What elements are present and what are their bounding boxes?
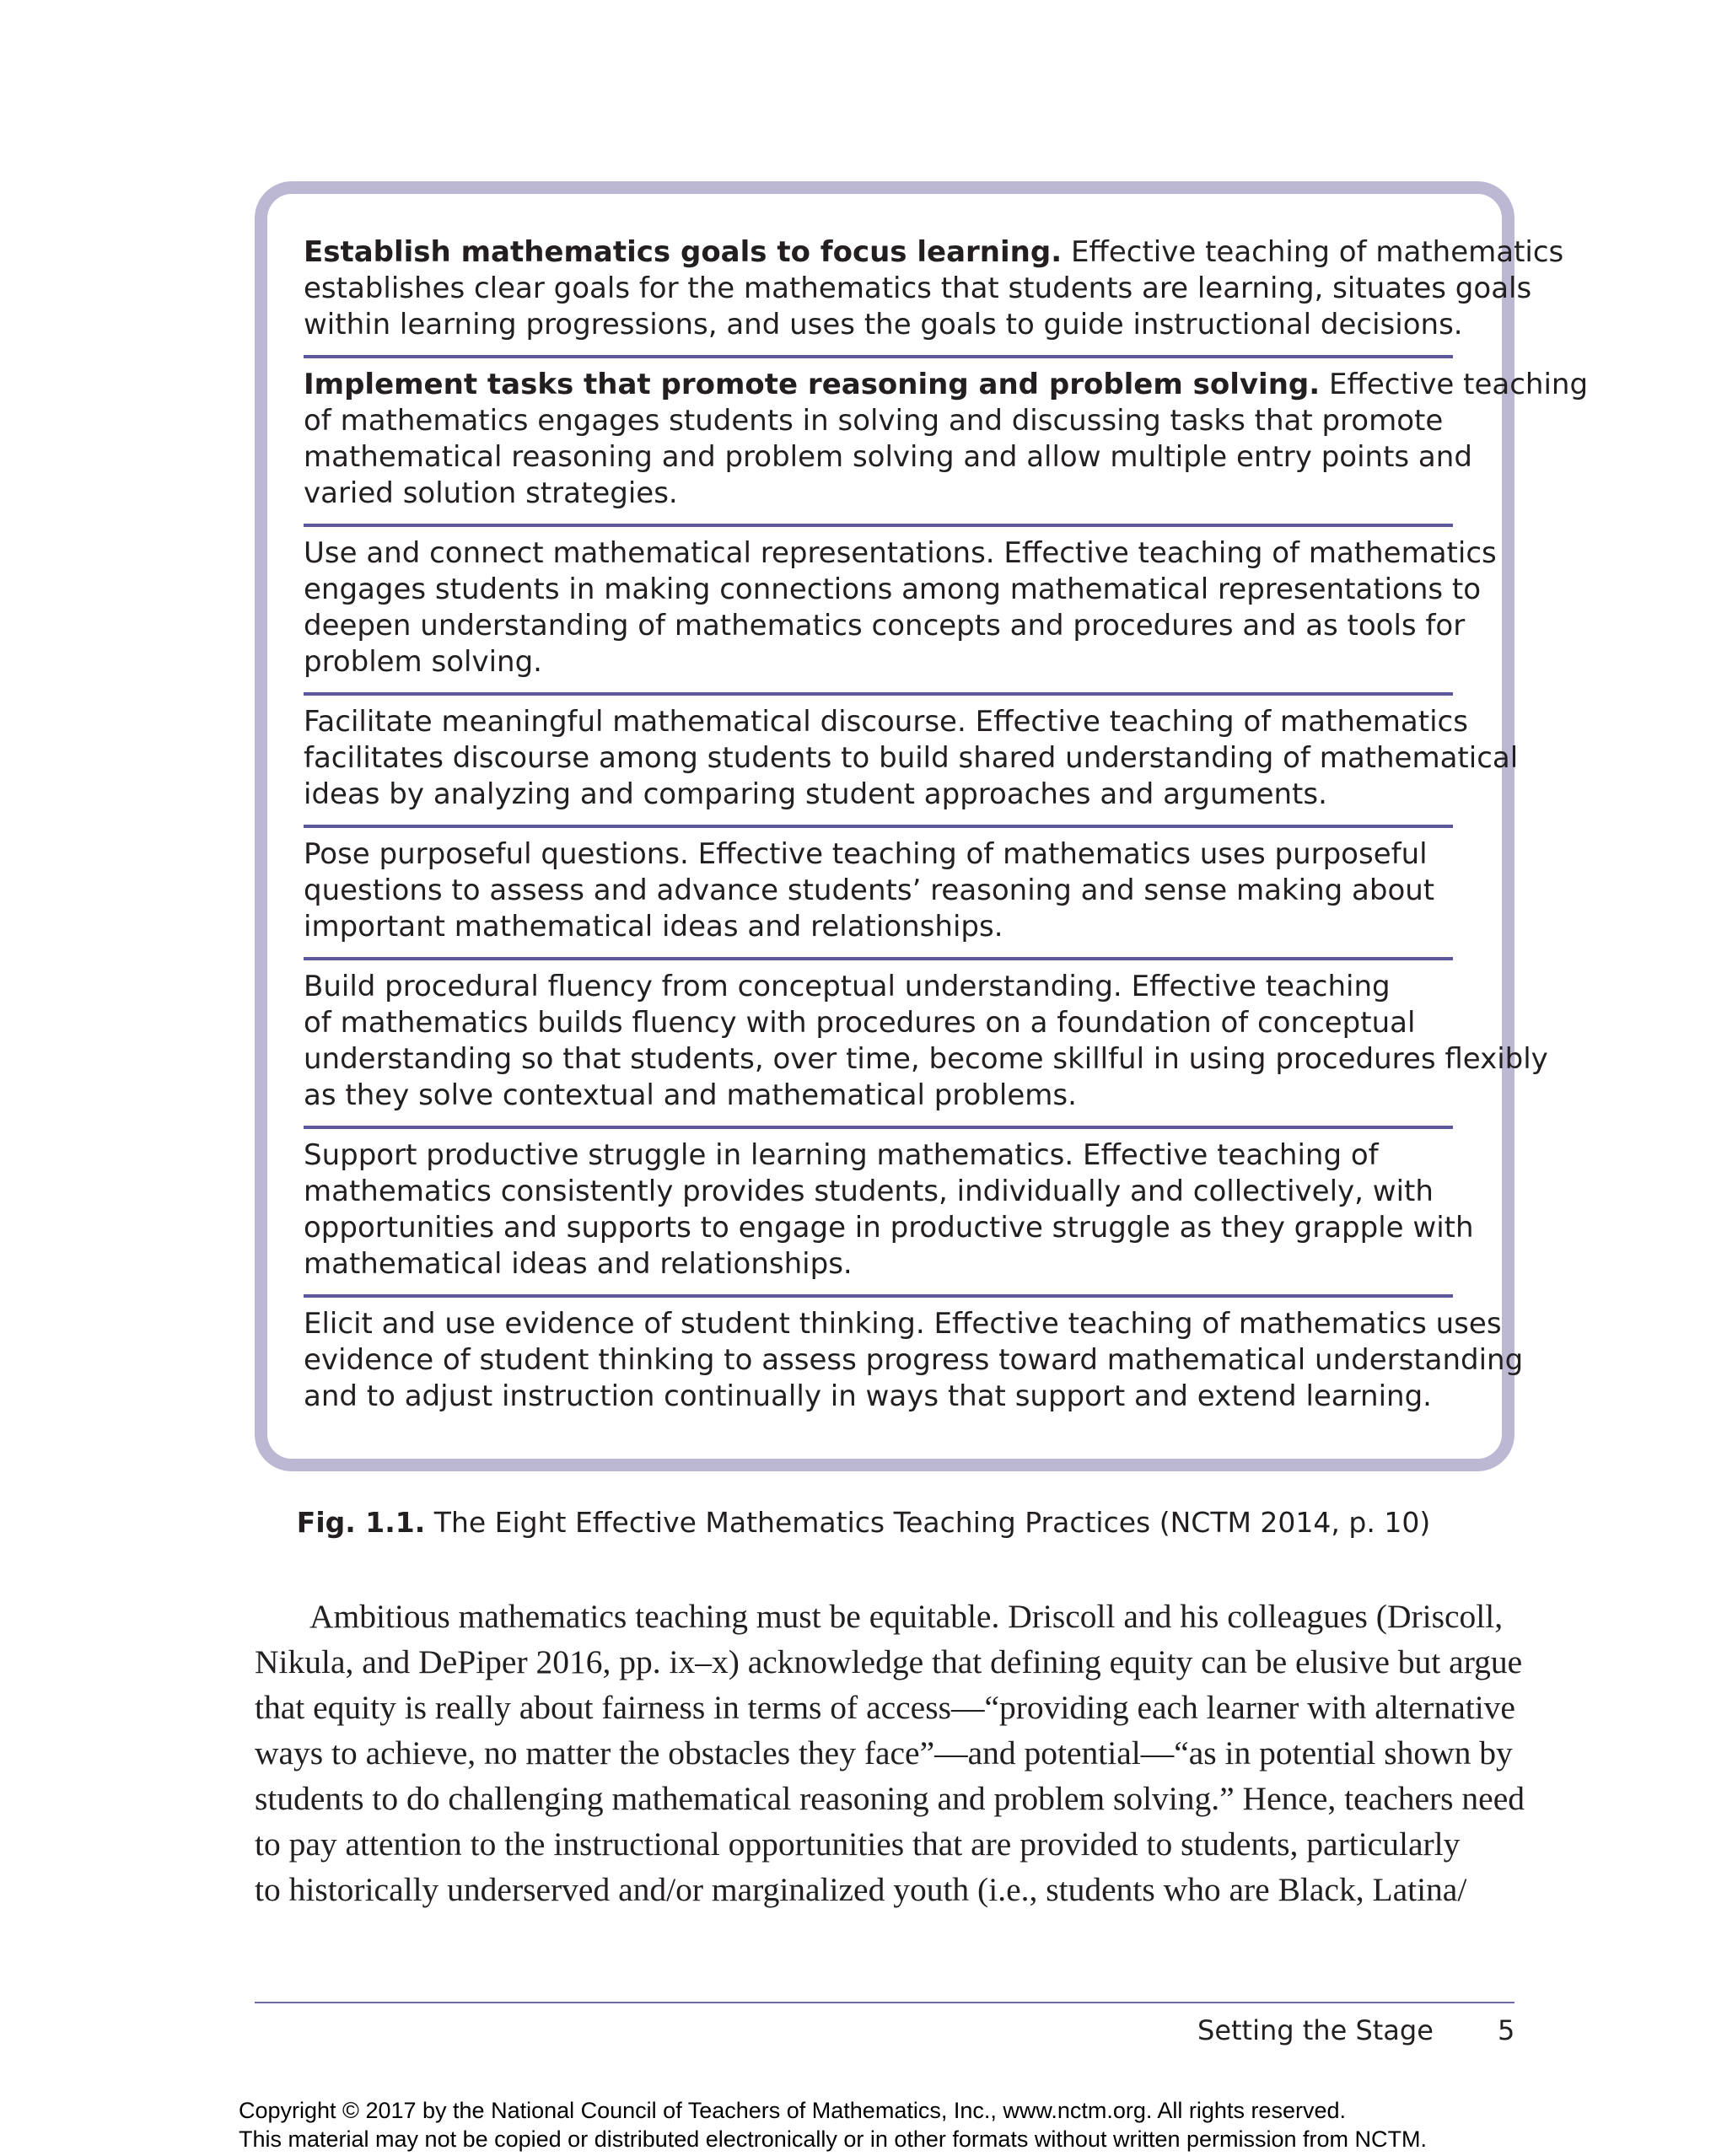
practice-line — [304, 1078, 1453, 1114]
page-number: 5 — [1498, 2014, 1515, 2046]
figure-caption — [0, 1506, 1727, 1540]
practice-text: problem solving. — [304, 645, 542, 679]
practice-line — [304, 608, 1466, 644]
practice-title: Support productive struggle in learning mathematics. — [304, 1138, 1074, 1172]
practice-text: evidence of student thinking to assess progress toward mathematical understanding — [304, 1343, 1524, 1377]
practice-line — [304, 969, 1453, 1005]
practice-text: opportunities and supports to engage in productive struggle as they grapple with — [304, 1211, 1474, 1245]
practice-line — [304, 1041, 1548, 1078]
practice-line — [304, 1137, 1453, 1174]
practice-line — [304, 367, 1589, 403]
practice-line — [304, 644, 1453, 680]
practice-line — [304, 476, 1453, 512]
practice-text: ideas by analyzing and comparing student approaches and arguments. — [304, 777, 1327, 811]
practice-title: Pose purposeful questions. — [304, 837, 689, 871]
practice-line — [304, 403, 1453, 439]
practice-line — [304, 271, 1532, 307]
practice-line — [304, 439, 1472, 476]
practice-text: Effective teaching of — [1083, 1138, 1379, 1172]
practice-line — [304, 740, 1519, 777]
practice-line — [304, 873, 1453, 909]
practice-title: Build procedural fluency from conceptual understanding. — [304, 970, 1122, 1003]
practice-text: and to adjust instruction continually in ways that support and extend learning. — [304, 1379, 1432, 1413]
practice-text: Effective teaching of mathematics — [1003, 536, 1497, 570]
running-head: Setting the Stage — [1197, 2014, 1434, 2046]
practice-text: engages students in making connections among mathematical representations to — [304, 573, 1482, 606]
practice-line — [304, 1005, 1453, 1041]
body-line: students to do challenging mathematical reasoning and problem solving.” Hence, teachers need — [255, 1780, 1525, 1817]
practice-text: Effective teaching — [1328, 368, 1589, 401]
practice-item — [304, 234, 1564, 355]
practice-title: Facilitate meaningful mathematical discourse. — [304, 705, 966, 739]
practice-text: deepen understanding of mathematics concepts and procedures and as tools for — [304, 609, 1466, 642]
practice-text: of mathematics engages students in solving and discussing tasks that promote — [304, 404, 1444, 438]
practice-item — [304, 828, 1453, 957]
copyright-notice — [239, 2096, 1723, 2153]
practice-text: of mathematics builds fluency with procedures on a foundation of conceptual — [304, 1006, 1416, 1040]
practice-line — [304, 307, 1463, 343]
practice-line — [304, 1379, 1453, 1415]
practice-text: questions to assess and advance students’ reasoning and sense making about — [304, 874, 1435, 907]
practice-text: within learning progressions, and uses the goals to guide instructional decisions. — [304, 308, 1463, 341]
practice-line — [304, 777, 1453, 813]
practice-title: Use and connect mathematical representations. — [304, 536, 995, 570]
practice-line — [304, 909, 1453, 945]
practice-line — [304, 1210, 1474, 1246]
practice-text: understanding so that students, over time, become skillful in using procedures flexibly — [304, 1042, 1548, 1076]
practice-line — [304, 1306, 1502, 1342]
practice-title: Implement tasks that promote reasoning and problem solving. — [304, 368, 1321, 401]
practice-text: establishes clear goals for the mathematics that students are learning, situates goals — [304, 272, 1532, 305]
body-line: Nikula, and DePiper 2016, pp. ix–x) acknowledge that defining equity can be elusive but argue — [255, 1643, 1523, 1680]
practice-text: mathematics consistently provides students, individually and collectively, with — [304, 1175, 1434, 1208]
practice-line — [304, 535, 1497, 572]
teaching-practices-box — [255, 181, 1589, 1471]
copyright-line-1: Copyright © 2017 by the National Council of Teachers of Mathematics, Inc., www.nctm.org. All rights reserved. — [239, 2098, 1346, 2123]
figure-label: Fig. 1.1. — [296, 1506, 426, 1539]
practice-item — [304, 960, 1548, 1126]
practice-line — [304, 572, 1482, 608]
practice-text: Effective teaching of mathematics — [1070, 235, 1564, 269]
body-line: ways to achieve, no matter the obstacles they face”—and potential—“as in potential shown by — [255, 1734, 1513, 1772]
body-line: to historically underserved and/or marginalized youth (i.e., students who are Black, Latina/ — [255, 1871, 1467, 1908]
practice-text: mathematical reasoning and problem solving and allow multiple entry points and — [304, 440, 1472, 474]
practice-text: Effective teaching of mathematics — [975, 705, 1468, 739]
practice-text: mathematical ideas and relationships. — [304, 1247, 853, 1281]
practice-item — [304, 696, 1519, 825]
practice-title: Elicit and use evidence of student thinking. — [304, 1307, 925, 1341]
practice-text: important mathematical ideas and relationships. — [304, 910, 1003, 944]
practice-line — [304, 1246, 1453, 1282]
body-line: that equity is really about fairness in terms of access—“providing each learner with alternative — [255, 1689, 1515, 1726]
practice-text: as they solve contextual and mathematical problems. — [304, 1078, 1077, 1112]
practice-text: Effective teaching of mathematics uses purposeful — [697, 837, 1428, 871]
copyright-line-2: This material may not be copied or distributed electronically or in other formats without written permission from NCTM. — [239, 2126, 1428, 2152]
practice-title: Establish mathematics goals to focus learning. — [304, 235, 1063, 269]
footer-rule — [255, 2002, 1514, 2003]
practice-text: facilitates discourse among students to build shared understanding of mathematical — [304, 741, 1519, 775]
body-line: Ambitious mathematics teaching must be equitable. Driscoll and his colleagues (Driscoll, — [309, 1598, 1504, 1635]
body-line: to pay attention to the instructional opportunities that are provided to students, particularly — [255, 1825, 1461, 1863]
practice-text: Effective teaching of mathematics uses — [933, 1307, 1502, 1341]
practice-line — [304, 836, 1453, 873]
practice-text: varied solution strategies. — [304, 476, 678, 510]
practice-item — [304, 527, 1497, 692]
practice-item — [304, 358, 1589, 524]
practice-item — [304, 1298, 1524, 1427]
practice-line — [304, 1342, 1524, 1379]
practice-line — [304, 1174, 1453, 1210]
practice-line — [304, 704, 1468, 740]
practice-item — [304, 1129, 1474, 1294]
figure-caption-text: The Eight Effective Mathematics Teaching Practices (NCTM 2014, p. 10) — [433, 1506, 1431, 1539]
practice-line — [304, 234, 1564, 271]
practice-text: Effective teaching — [1131, 970, 1391, 1003]
body-paragraph — [255, 1594, 1525, 1912]
